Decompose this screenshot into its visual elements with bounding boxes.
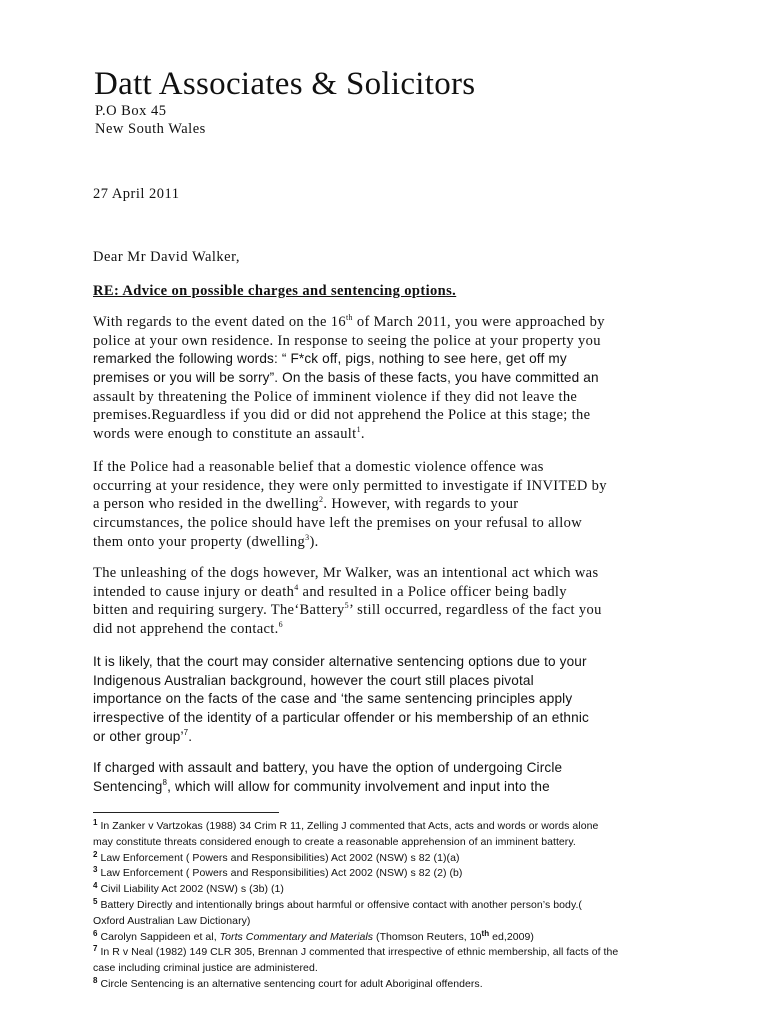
footnote-5-cont: Oxford Australian Law Dictionary) — [93, 914, 251, 927]
text-line: irrespective of the identity of a particular offender or his membership of an ethnic — [93, 710, 589, 726]
footnotes — [93, 819, 693, 993]
text-line: did not apprehend the contact.$^6$ — [93, 620, 284, 638]
text-line: With regards to the event dated on the 16th of March 2011, you were approached by — [93, 313, 605, 330]
footnote-ref-1: 1 — [356, 425, 361, 435]
footnote-ref-5: 5 — [344, 601, 350, 611]
footnote-1: $^1$ In Zanker v Vartzokas (1988) 34 Crim R 11, Zelling J commented that Acts, acts and words or words alone — [93, 818, 599, 832]
text-line: If charged with assault and battery, you have the option of undergoing Circle — [93, 760, 563, 775]
text-line: a person who resided in the dwelling$^2$. However, with regards to your — [93, 495, 519, 513]
text-line: importance on the facts of the case and ‘the same sentencing principles apply — [93, 691, 573, 707]
footnote-ref-6: 6 — [278, 620, 284, 630]
text-line: circumstances, the police should have left the premises on your refusal to allow — [93, 515, 583, 532]
address-line-state: New South Wales — [95, 121, 206, 137]
footnote-8: $^8$ Circle Sentencing is an alternative sentencing court for adult Aboriginal offenders. — [93, 975, 483, 990]
footnote-3: $^3$ Law Enforcement ( Powers and Responsibilities) Act 2002 (NSW) s 82 (2) (b) — [93, 865, 463, 880]
text-line: words were enough to constitute an assault$^1$. — [93, 425, 365, 443]
text-line: It is likely, that the court may consider alternative sentencing options due to your — [93, 654, 587, 669]
text-line: them onto your property (dwelling$^3$). — [93, 532, 319, 550]
book-title: Torts Commentary and Materials — [219, 930, 374, 943]
text-line: or other group’$^7$. — [93, 727, 193, 744]
text-line: remarked the following words: “ F*ck off, pigs, nothing to see here, get off my — [93, 351, 567, 367]
text-line: occurring at your residence, they were only permitted to investigate if INVITED by — [93, 477, 607, 494]
firm-name: Datt Associates & Solicitors — [94, 66, 476, 102]
paragraph-domestic-violence — [93, 458, 683, 551]
text-line: The unleashing of the dogs however, Mr Walker, was an intentional act which was — [93, 565, 599, 581]
text-line: assault by threatening the Police of imminent violence if they did not leave the — [93, 388, 578, 405]
text-line: Sentencing$^8$, which will allow for community involvement and input into the — [93, 777, 550, 794]
text-line: premises or you will be sorry”. On the basis of these facts, you have committed an — [93, 370, 599, 386]
footnote-divider — [93, 812, 279, 813]
text-line: police at your own residence. In response to seeing the police at your property you — [93, 332, 601, 349]
text-line: bitten and requiring surgery. The‘Battery$^5$’ still occurred, regardless of the fact you — [93, 601, 602, 619]
footnote-ref-3: 3 — [305, 532, 310, 542]
footnote-6: $^6$ Carolyn Sappideen et al, Torts Commentary and Materials (Thomson Reuters, 10th ed,2009) — [93, 928, 534, 943]
paragraph-battery — [93, 564, 683, 639]
superscript: th — [345, 313, 353, 322]
footnote-5: $^5$ Battery Directly and intentionally brings about harmful or offensive contact with another person’s body.( — [93, 896, 582, 911]
paragraph-circle-sentencing — [93, 759, 683, 796]
footnote-2: $^2$ Law Enforcement ( Powers and Responsibilities) Act 2002 (NSW) s 82 (1)(a) — [93, 849, 460, 864]
text-line: Indigenous Australian background, however the court still places pivotal — [93, 672, 534, 688]
footnote-7: $^7$ In R v Neal (1982) 149 CLR 305, Brennan J commented that irrespective of ethnic membership, all facts of the — [93, 944, 619, 959]
letter-date: 27 April 2011 — [93, 186, 180, 202]
salutation: Dear Mr David Walker, — [93, 249, 240, 265]
footnote-7-cont: case including criminal justice are administered. — [93, 962, 318, 975]
footnote-ref-8: 8 — [162, 777, 168, 787]
paragraph-assault — [93, 313, 683, 444]
footnote-ref-2: 2 — [319, 495, 324, 505]
text-line: If the Police had a reasonable belief that a domestic violence offence was — [93, 459, 544, 475]
address-line-po-box: P.O Box 45 — [95, 103, 167, 119]
subject-line: RE: Advice on possible charges and sentencing options. — [93, 283, 457, 299]
footnote-ref-7: 7 — [183, 727, 189, 737]
paragraph-sentencing — [93, 653, 683, 746]
text-line: premises.Reguardless if you did or did not apprehend the Police at this stage; the — [93, 407, 591, 424]
footnote-1-cont: may constitute threats considered enough to create a reasonable apprehension of an imminent battery. — [93, 835, 576, 848]
text-line: intended to cause injury or death$^4$ and resulted in a Police officer being badly — [93, 582, 567, 600]
footnote-ref-4: 4 — [294, 582, 299, 592]
footnote-4: $^4$ Civil Liability Act 2002 (NSW) s (3b) (1) — [93, 881, 284, 896]
